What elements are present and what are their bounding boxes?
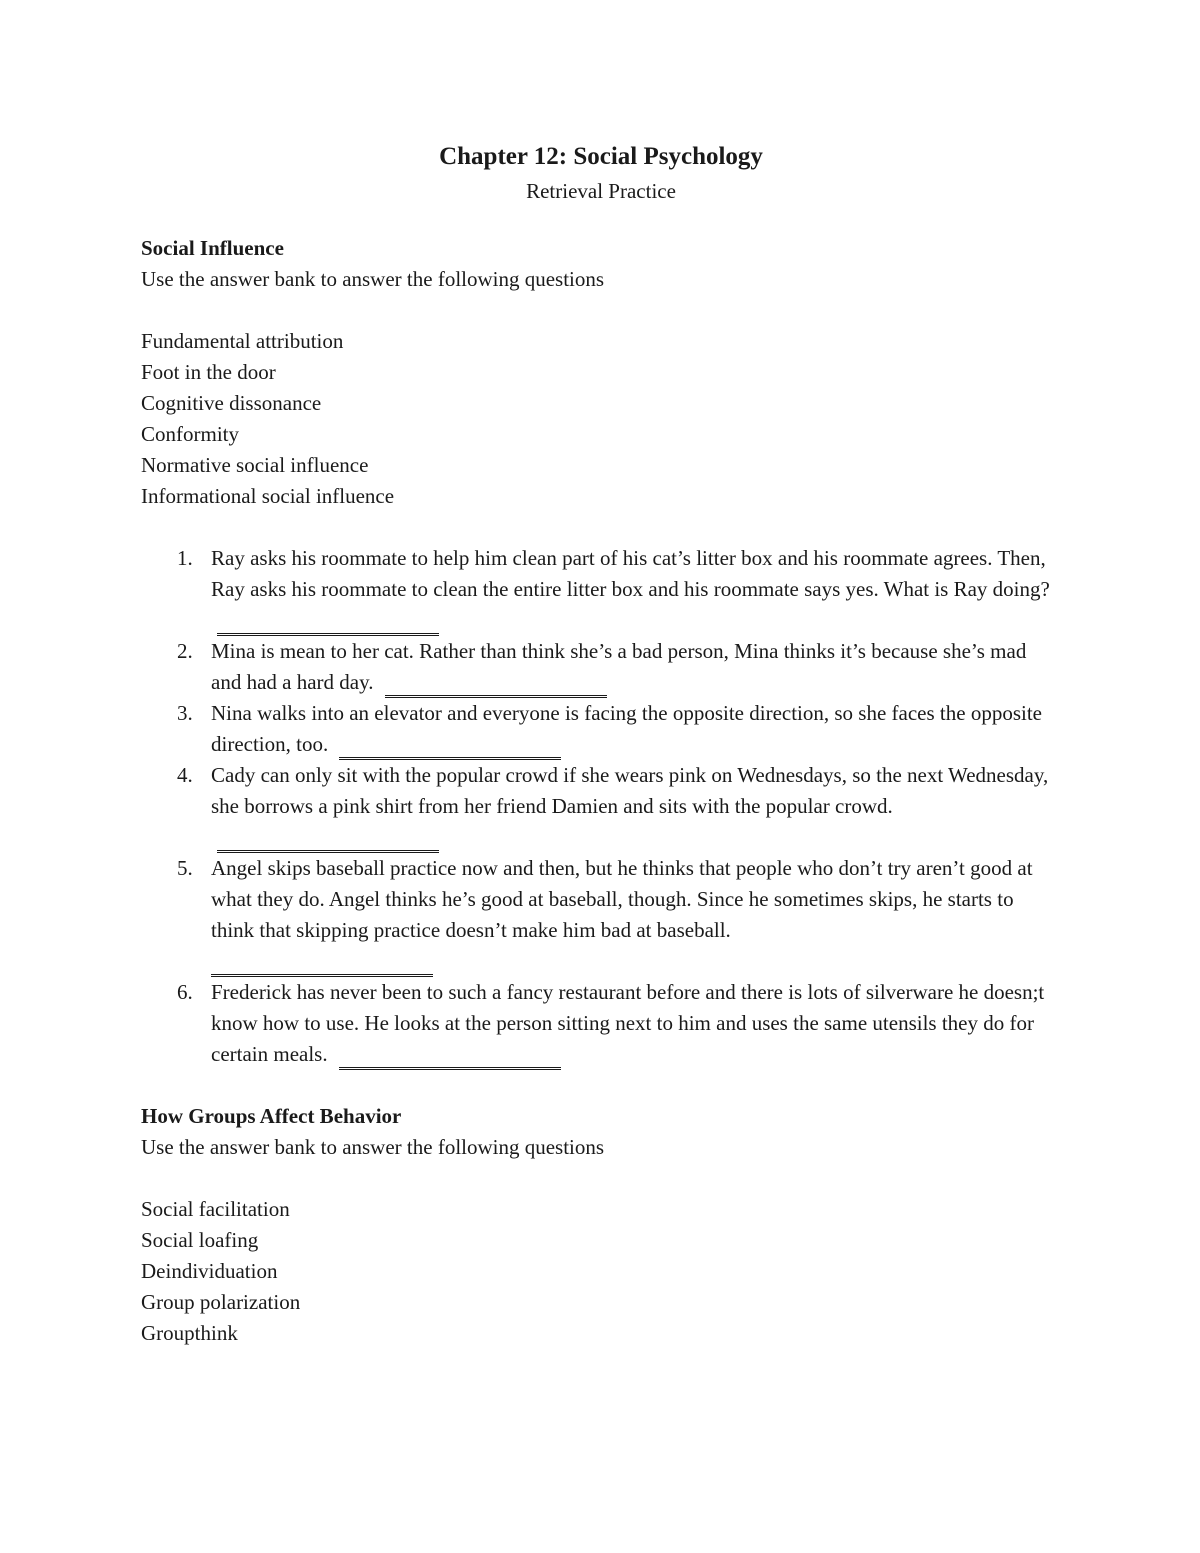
question-number: 6. (177, 980, 193, 1004)
question-number: 1. (177, 546, 193, 570)
question-text: Cady can only sit with the popular crowd if she wears pink on Wednesdays, so the next Wednesday, she borrows a pink shirt from her friend Damien and sits with the popular crowd. (211, 763, 1049, 818)
document-subtitle: Retrieval Practice (526, 179, 676, 203)
question-text: Mina is mean to her cat. Rather than think she’s a bad person, Mina thinks it’s because she’s mad and had a hard day. (211, 639, 1027, 694)
answer-bank-item: Cognitive dissonance (141, 391, 322, 415)
section-instructions: Use the answer bank to answer the following questions (141, 1135, 605, 1159)
answer-bank-item: Conformity (141, 422, 239, 446)
answer-bank-item: Social facilitation (141, 1197, 290, 1221)
answer-bank-item: Social loafing (141, 1228, 259, 1252)
answer-bank-item: Group polarization (141, 1290, 301, 1314)
answer-blank[interactable] (217, 828, 439, 853)
question-item (141, 977, 1061, 1070)
answer-bank-item: Foot in the door (141, 360, 276, 384)
question-text: Frederick has never been to such a fancy restaurant before and there is lots of silverware he doesn;t know how to use. He looks at the person sitting next to him and uses the same utensils they do for certain meals. (211, 980, 1045, 1066)
answer-bank-item: Groupthink (141, 1321, 238, 1345)
answer-bank-item: Normative social influence (141, 453, 369, 477)
question-text: Ray asks his roommate to help him clean part of his cat’s litter box and his roommate agrees. Then, Ray asks his roommate to clean the entire litter box and his roommate says yes. What is Ray doing? (211, 546, 1050, 601)
document-page (141, 138, 1061, 1349)
question-item (141, 698, 1061, 760)
section-heading-social-influence: Social Influence (141, 236, 284, 260)
answer-blank[interactable] (217, 611, 439, 636)
answer-bank-groups (141, 1194, 1061, 1349)
question-text: Angel skips baseball practice now and then, but he thinks that people who don’t try aren’t good at what they do. Angel thinks he’s good at baseball, though. Since he sometimes skips, he starts to think that skipping practice doesn’t make him bad at baseball. (211, 856, 1033, 942)
question-text: Nina walks into an elevator and everyone is facing the opposite direction, so she faces the opposite direction, too. (211, 701, 1042, 756)
question-item (141, 636, 1061, 698)
answer-blank[interactable] (385, 673, 607, 698)
question-item (141, 853, 1061, 977)
answer-blank[interactable] (339, 1045, 561, 1070)
answer-bank-social-influence (141, 326, 1061, 512)
question-item (141, 760, 1061, 853)
question-number: 2. (177, 639, 193, 663)
document-title: Chapter 12: Social Psychology (439, 143, 763, 170)
question-number: 3. (177, 701, 193, 725)
answer-bank-item: Deindividuation (141, 1259, 278, 1283)
answer-blank[interactable] (339, 735, 561, 760)
question-item (141, 543, 1061, 636)
section-heading-groups: How Groups Affect Behavior (141, 1104, 402, 1128)
answer-bank-item: Fundamental attribution (141, 329, 344, 353)
question-number: 5. (177, 856, 193, 880)
section-instructions: Use the answer bank to answer the following questions (141, 267, 605, 291)
answer-bank-item: Informational social influence (141, 484, 395, 508)
question-list (141, 543, 1061, 1070)
question-number: 4. (177, 763, 193, 787)
answer-blank[interactable] (211, 952, 433, 977)
